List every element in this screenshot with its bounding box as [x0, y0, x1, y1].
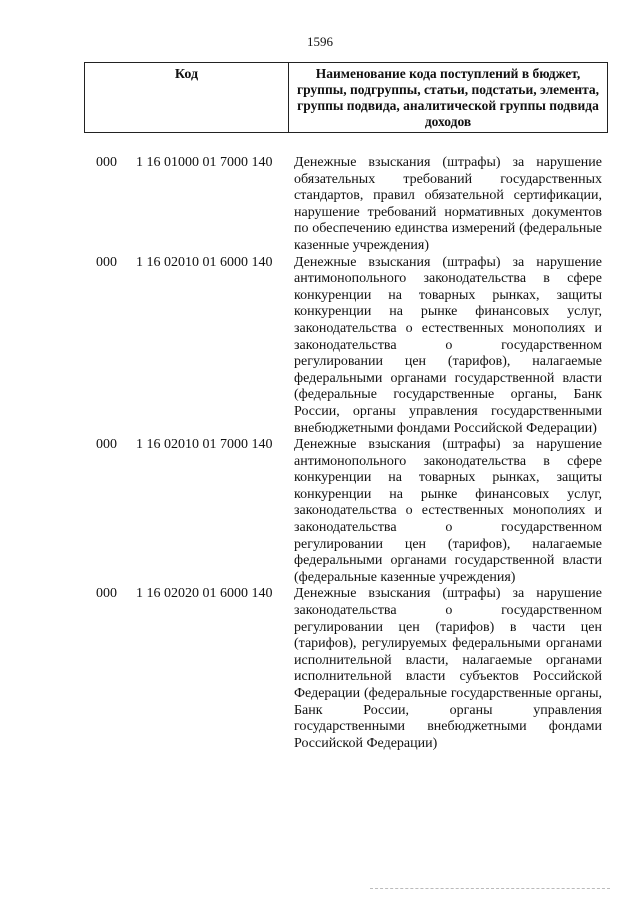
income-code: 1 16 02010 01 6000 140 [136, 254, 273, 270]
income-description: Денежные взыскания (штрафы) за нарушение антимонопольного законодательства в сфере конкуренции на товарных рынках, защиты конкуренции на рынке финансовых услуг, законодательства о естественных монополиях и законодательства о государственном регулировании цен (тарифов), налагаемые федеральными органами государственной власти (федеральные казенные учреждения) [294, 437, 602, 585]
header-name-title: Наименование кода поступлений в бюджет, группы, подгруппы, статьи, подстатьи, элемента, группы подвида, аналитической группы подвида доходов [296, 66, 600, 129]
income-code: 1 16 02020 01 6000 140 [136, 586, 273, 602]
income-code: 1 16 01000 01 7000 140 [136, 155, 273, 170]
income-codes-list [0, 155, 640, 752]
header-code-title: Код [85, 63, 289, 132]
income-code: 1 16 02010 01 7000 140 [136, 437, 273, 453]
table-row [0, 155, 640, 255]
page-number: 1596 [307, 34, 333, 49]
table-header [84, 62, 608, 133]
income-description: Денежные взыскания (штрафы) за нарушение законодательства о государственном регулировании цен (тарифов) в части цен (тарифов), регулируемых федеральными органами исполнительной власти, налагаемые органами исполнительной власти субъектов Российской Федерации (федеральные государственные органы, Банк России, органы управления государственными внебюджетными фондами Российской Федерации) [294, 586, 602, 751]
table-row [0, 255, 640, 438]
admin-code: 000 [96, 155, 117, 170]
admin-code: 000 [96, 254, 117, 270]
table-row [0, 586, 640, 752]
income-description: Денежные взыскания (штрафы) за нарушение антимонопольного законодательства в сфере конкуренции на товарных рынках, защиты конкуренции на рынке финансовых услуг, законодательства о естественных монополиях и законодательства о государственном регулировании цен (тарифов), налагаемые федеральными органами государственной власти (федеральные государственные органы, Банк России, органы управления государственными внебюджетными фондами Российской Федерации) [294, 254, 602, 436]
admin-code: 000 [96, 437, 117, 453]
table-row [0, 437, 640, 586]
income-description: Денежные взыскания (штрафы) за нарушение обязательных требований государственных стандартов, правил обязательной сертификации, нарушение требований нормативных документов по обеспечению единства измерений (федеральные казенные учреждения) [294, 155, 602, 253]
scan-artifact-line [370, 888, 610, 890]
admin-code: 000 [96, 586, 117, 602]
